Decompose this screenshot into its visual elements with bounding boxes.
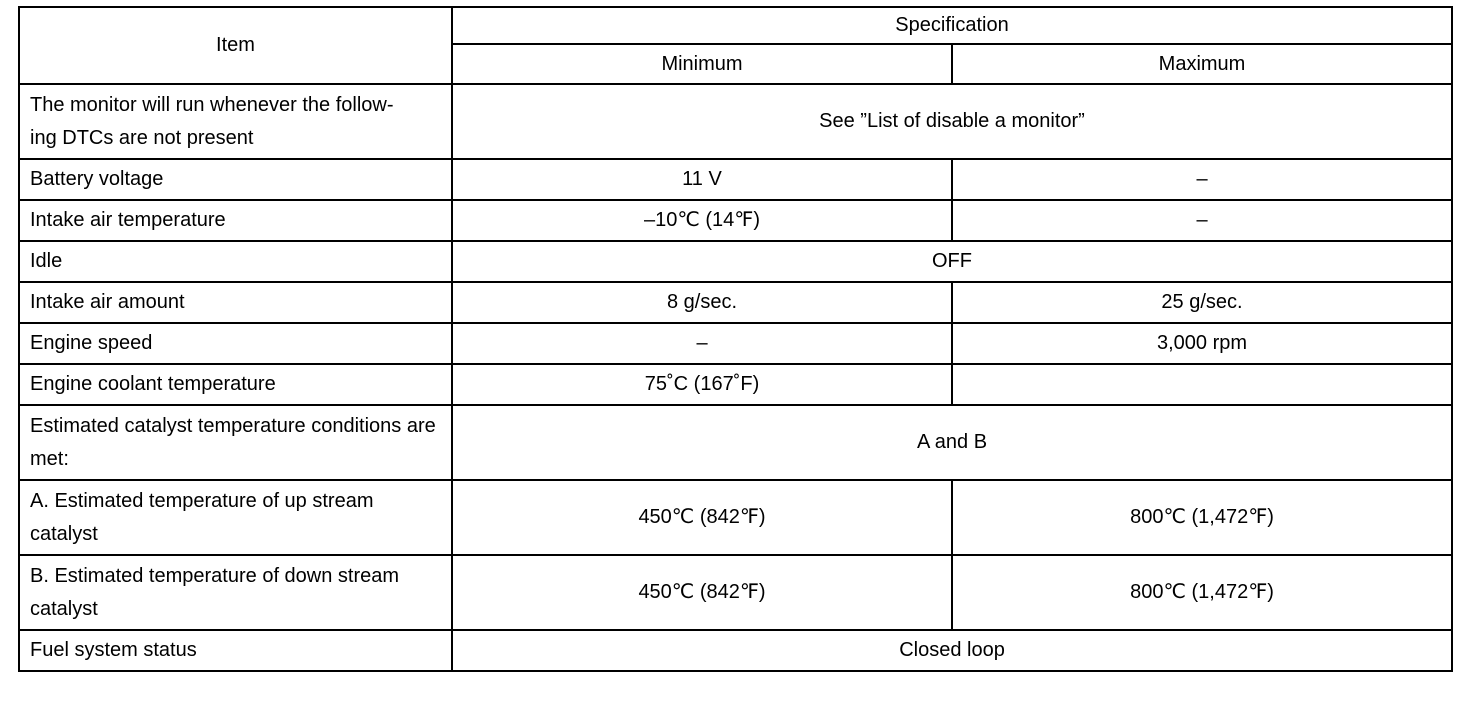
table-row xyxy=(19,84,1452,159)
row-max-value: – xyxy=(952,200,1452,241)
row-min-value: –10℃ (14℉) xyxy=(452,200,952,241)
row-span-value: Closed loop xyxy=(452,630,1452,671)
row-min-value: 11 V xyxy=(452,159,952,200)
header-minimum: Minimum xyxy=(452,44,952,84)
row-span-value: A and B xyxy=(452,405,1452,480)
table-row xyxy=(19,405,1452,480)
row-item-fuel-system-status: Fuel system status xyxy=(19,630,452,671)
table-row xyxy=(19,159,1452,200)
row-item-idle: Idle xyxy=(19,241,452,282)
table-row xyxy=(19,323,1452,364)
row-span-value: OFF xyxy=(452,241,1452,282)
header-specification: Specification xyxy=(452,7,1452,44)
row-min-value: 450℃ (842℉) xyxy=(452,555,952,630)
row-item-engine-coolant-temperature: Engine coolant temperature xyxy=(19,364,452,405)
row-item-downstream-catalyst-temp: B. Estimated temperature of down stream catalyst xyxy=(19,555,452,630)
row-min-value: 75˚C (167˚F) xyxy=(452,364,952,405)
row-item-dtc-condition: The monitor will run whenever the follow- ing DTCs are not present xyxy=(19,84,452,159)
row-max-value xyxy=(952,364,1452,405)
monitor-spec-table xyxy=(18,6,1453,672)
header-maximum: Maximum xyxy=(952,44,1452,84)
row-item-engine-speed: Engine speed xyxy=(19,323,452,364)
row-item-catalyst-conditions: Estimated catalyst temperature conditions are met: xyxy=(19,405,452,480)
table-row xyxy=(19,555,1452,630)
table-row xyxy=(19,241,1452,282)
table-row xyxy=(19,364,1452,405)
row-min-value: 8 g/sec. xyxy=(452,282,952,323)
row-min-value: 450℃ (842℉) xyxy=(452,480,952,555)
row-max-value: – xyxy=(952,159,1452,200)
header-item: Item xyxy=(19,7,452,84)
table-row xyxy=(19,200,1452,241)
spec-table-wrapper xyxy=(18,6,1453,672)
row-item-intake-air-amount: Intake air amount xyxy=(19,282,452,323)
row-max-value: 800℃ (1,472℉) xyxy=(952,555,1452,630)
table-row xyxy=(19,630,1452,671)
row-span-value: See ”List of disable a monitor” xyxy=(452,84,1452,159)
row-min-value: – xyxy=(452,323,952,364)
table-row xyxy=(19,282,1452,323)
header-row-top xyxy=(19,7,1452,44)
row-max-value: 800℃ (1,472℉) xyxy=(952,480,1452,555)
row-max-value: 3,000 rpm xyxy=(952,323,1452,364)
row-item-upstream-catalyst-temp: A. Estimated temperature of up stream catalyst xyxy=(19,480,452,555)
row-item-intake-air-temperature: Intake air temperature xyxy=(19,200,452,241)
table-row xyxy=(19,480,1452,555)
row-item-battery-voltage: Battery voltage xyxy=(19,159,452,200)
row-max-value: 25 g/sec. xyxy=(952,282,1452,323)
